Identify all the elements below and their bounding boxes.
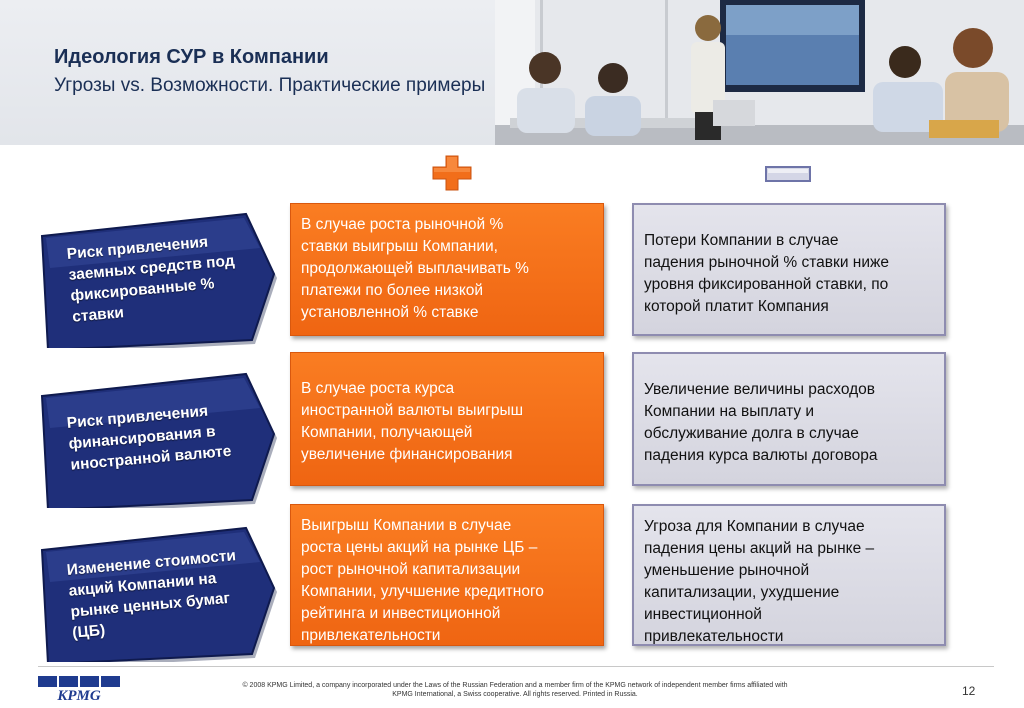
row-3-label: Изменение стоимости акций Компании на рынке ценных бумаг (ЦБ)	[66, 547, 237, 642]
row-1-label: Риск привлечения заемных средств под фиксированные % ставки	[66, 233, 236, 326]
kpmg-logo	[38, 676, 120, 702]
footer-divider	[38, 666, 994, 667]
header-band	[0, 0, 1024, 145]
row-1-threat-box: Потери Компании в случае падения рыночной % ставки ниже уровня фиксированной ставки, по которой платит Компания	[632, 203, 946, 336]
row-2-threat-box: Увеличение величины расходов Компании на выплату и обслуживание долга в случае падения курса валюты договора	[632, 352, 946, 486]
row-3-threat-box: Угроза для Компании в случае падения цены акций на рынке – уменьшение рыночной капитализации, ухудшение инвестиционной привлекательности	[632, 504, 946, 646]
page-subtitle: Угрозы vs. Возможности. Практические примеры	[54, 75, 486, 96]
kpmg-logo-text: KPMG	[57, 688, 101, 702]
footer-legal: © 2008 KPMG Limited, a company incorporated under the Laws of the Russian Federation and a member firm of the KPMG network of independent member firms affiliated with KPMG International, a Swiss cooperative. All rights reserved. Printed in Russia.	[242, 682, 788, 698]
minus-icon	[765, 165, 811, 183]
page-number: 12	[962, 684, 976, 698]
row-3-opportunity-box: Выигрыш Компании в случае роста цены акций на рынке ЦБ – рост рыночной капитализации Компании, улучшение кредитного рейтинга и инвестиционной привлекательности	[290, 504, 604, 646]
page-title: Идеология СУР в Компании	[54, 46, 329, 68]
row-2-opportunity-box: В случае роста курса иностранной валюты выигрыш Компании, получающей увеличение финансирования	[290, 352, 604, 486]
meeting-photo	[495, 0, 1024, 145]
row-2-label: Риск привлечения финансирования в иностранной валюте	[66, 402, 233, 474]
plus-icon	[432, 155, 472, 191]
row-1-opportunity-box: В случае роста рыночной % ставки выигрыш Компании, продолжающей выплачивать % платежи по более низкой установленной % ставке	[290, 203, 604, 336]
